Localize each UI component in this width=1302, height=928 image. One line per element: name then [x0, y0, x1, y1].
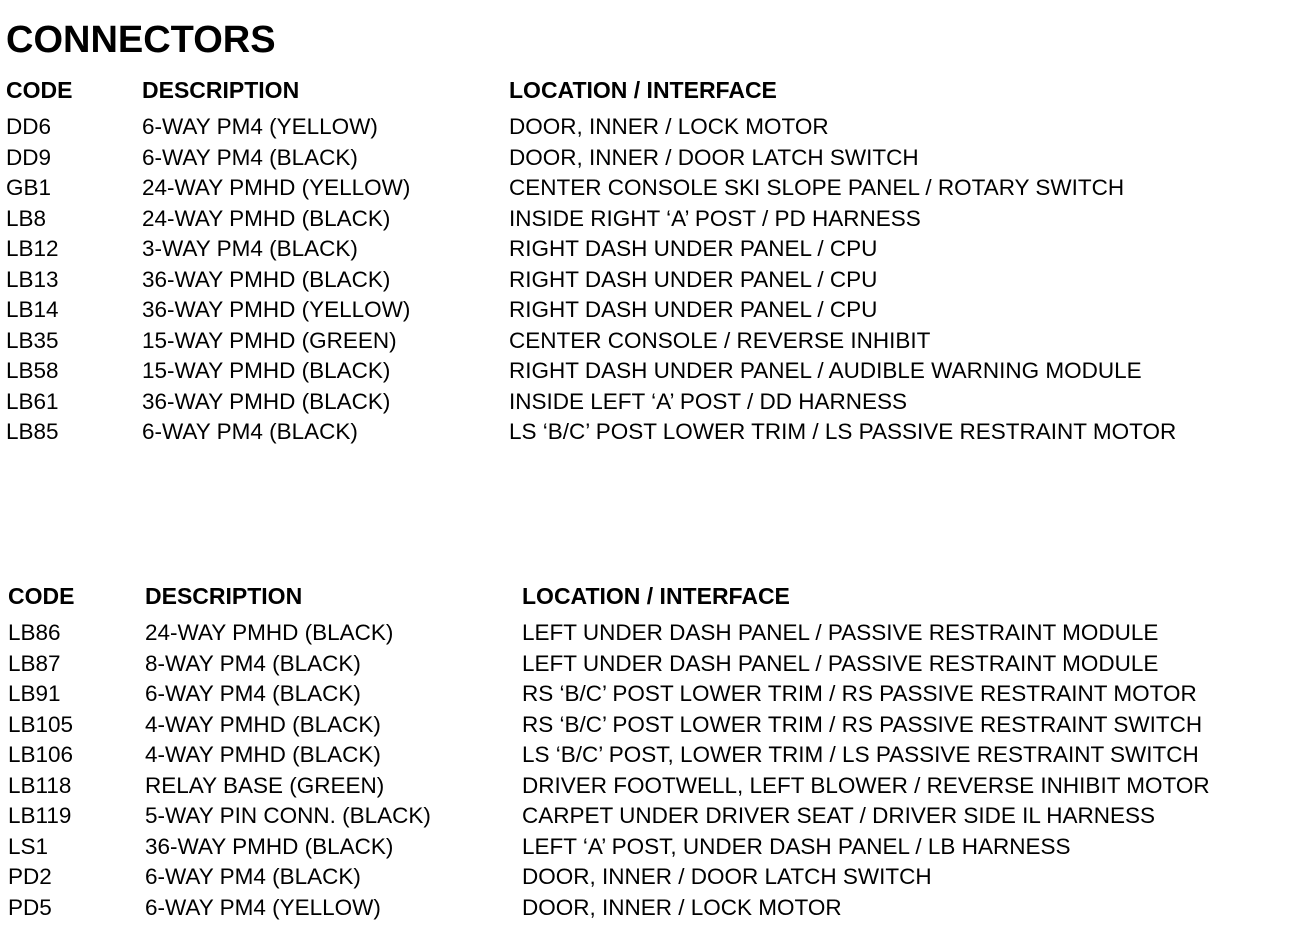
connector-location: LEFT UNDER DASH PANEL / PASSIVE RESTRAINT MODULE — [522, 650, 1159, 676]
table-row — [0, 740, 1302, 771]
table-row — [0, 265, 1302, 296]
connector-location: DRIVER FOOTWELL, LEFT BLOWER / REVERSE INHIBIT MOTOR — [522, 772, 1210, 798]
connector-code: DD6 — [6, 114, 52, 139]
table-row — [0, 295, 1302, 326]
connector-location: LS ‘B/C’ POST LOWER TRIM / LS PASSIVE RESTRAINT MOTOR — [509, 419, 1177, 444]
connector-code: LB91 — [8, 681, 61, 706]
connector-description: 3-WAY PM4 (BLACK) — [142, 236, 358, 261]
connector-code: PD5 — [8, 894, 52, 920]
connector-code: LB12 — [6, 236, 59, 261]
column-header-code: CODE — [8, 583, 75, 609]
connector-location: LEFT UNDER DASH PANEL / PASSIVE RESTRAINT MODULE — [522, 620, 1159, 645]
column-header-description: DESCRIPTION — [145, 583, 303, 609]
connector-code: LB118 — [8, 772, 72, 798]
connector-description: 6-WAY PM4 (YELLOW) — [145, 894, 381, 920]
connector-description: 6-WAY PM4 (BLACK) — [145, 864, 361, 889]
connector-code: LB119 — [8, 803, 72, 828]
connector-description: 24-WAY PMHD (YELLOW) — [142, 175, 411, 200]
connector-code: LB106 — [8, 742, 74, 767]
connector-location: RS ‘B/C’ POST LOWER TRIM / RS PASSIVE RESTRAINT MOTOR — [522, 681, 1197, 706]
table-row — [0, 234, 1302, 265]
connector-code: LB105 — [8, 711, 74, 737]
connector-code: DD9 — [6, 144, 52, 170]
table-header-row — [0, 581, 1302, 618]
connector-description: 6-WAY PM4 (YELLOW) — [142, 114, 378, 139]
connector-table-1 — [0, 75, 1302, 448]
connector-location: RIGHT DASH UNDER PANEL / CPU — [509, 297, 878, 322]
connector-location: DOOR, INNER / LOCK MOTOR — [522, 894, 842, 920]
connector-code: LB35 — [6, 327, 59, 353]
connector-description: 36-WAY PMHD (BLACK) — [142, 266, 391, 292]
table-row — [0, 326, 1302, 357]
table-body — [0, 618, 1302, 923]
column-header-description: DESCRIPTION — [142, 77, 300, 103]
connector-location: LEFT ‘A’ POST, UNDER DASH PANEL / LB HARNESS — [522, 833, 1071, 859]
column-header-code: CODE — [6, 77, 73, 103]
table-row — [0, 173, 1302, 204]
page-title: CONNECTORS — [6, 19, 276, 61]
connector-description: 6-WAY PM4 (BLACK) — [145, 681, 361, 706]
connector-description: 6-WAY PM4 (BLACK) — [142, 419, 358, 444]
table-row — [0, 204, 1302, 235]
table-row — [0, 649, 1302, 680]
connector-location: LS ‘B/C’ POST, LOWER TRIM / LS PASSIVE RESTRAINT SWITCH — [522, 742, 1199, 767]
connector-code: LS1 — [8, 833, 49, 859]
table-body — [0, 112, 1302, 448]
connector-description: 36-WAY PMHD (BLACK) — [145, 833, 394, 859]
table-row — [0, 356, 1302, 387]
connector-description: 4-WAY PMHD (BLACK) — [145, 742, 381, 767]
connector-location: CARPET UNDER DRIVER SEAT / DRIVER SIDE IL HARNESS — [522, 803, 1156, 828]
connector-code: LB58 — [6, 358, 59, 383]
connector-description: 8-WAY PM4 (BLACK) — [145, 650, 361, 676]
connector-code: LB86 — [8, 620, 61, 645]
table-row — [0, 710, 1302, 741]
connector-location: DOOR, INNER / DOOR LATCH SWITCH — [509, 144, 919, 170]
connector-location: RS ‘B/C’ POST LOWER TRIM / RS PASSIVE RESTRAINT SWITCH — [522, 711, 1203, 737]
table-row — [0, 417, 1302, 448]
connector-code: LB61 — [6, 388, 59, 414]
table-row — [0, 832, 1302, 863]
connector-code: LB87 — [8, 650, 61, 676]
table-row — [0, 387, 1302, 418]
connector-description: 6-WAY PM4 (BLACK) — [142, 144, 358, 170]
connector-location: RIGHT DASH UNDER PANEL / CPU — [509, 266, 878, 292]
table-header-row — [0, 75, 1302, 112]
table-row — [0, 143, 1302, 174]
connector-code: GB1 — [6, 175, 52, 200]
connector-code: PD2 — [8, 864, 52, 889]
table-row — [0, 893, 1302, 924]
connector-location: INSIDE LEFT ‘A’ POST / DD HARNESS — [509, 388, 908, 414]
table-row — [0, 862, 1302, 893]
table-row — [0, 679, 1302, 710]
connector-code: LB85 — [6, 419, 59, 444]
connector-description: 5-WAY PIN CONN. (BLACK) — [145, 803, 431, 828]
connector-description: 36-WAY PMHD (YELLOW) — [142, 297, 411, 322]
column-header-location: LOCATION / INTERFACE — [509, 77, 777, 103]
connector-description: 15-WAY PMHD (GREEN) — [142, 327, 397, 353]
connector-description: 24-WAY PMHD (BLACK) — [142, 205, 391, 231]
connector-code: LB13 — [6, 266, 59, 292]
table-row — [0, 618, 1302, 649]
connector-description: 24-WAY PMHD (BLACK) — [145, 620, 394, 645]
connector-code: LB14 — [6, 297, 59, 322]
connector-code: LB8 — [6, 205, 47, 231]
connector-location: INSIDE RIGHT ‘A’ POST / PD HARNESS — [509, 205, 921, 231]
connector-location: DOOR, INNER / DOOR LATCH SWITCH — [522, 864, 932, 889]
connector-description: 4-WAY PMHD (BLACK) — [145, 711, 381, 737]
connector-description: 15-WAY PMHD (BLACK) — [142, 358, 391, 383]
table-row — [0, 112, 1302, 143]
connector-location: DOOR, INNER / LOCK MOTOR — [509, 114, 829, 139]
connector-description: RELAY BASE (GREEN) — [145, 772, 385, 798]
connector-location: CENTER CONSOLE SKI SLOPE PANEL / ROTARY SWITCH — [509, 175, 1125, 200]
connector-description: 36-WAY PMHD (BLACK) — [142, 388, 391, 414]
table-row — [0, 771, 1302, 802]
connector-location: CENTER CONSOLE / REVERSE INHIBIT — [509, 327, 931, 353]
column-header-location: LOCATION / INTERFACE — [522, 583, 790, 609]
connector-location: RIGHT DASH UNDER PANEL / CPU — [509, 236, 878, 261]
connector-table-2 — [0, 581, 1302, 923]
table-row — [0, 801, 1302, 832]
connector-location: RIGHT DASH UNDER PANEL / AUDIBLE WARNING MODULE — [509, 358, 1142, 383]
